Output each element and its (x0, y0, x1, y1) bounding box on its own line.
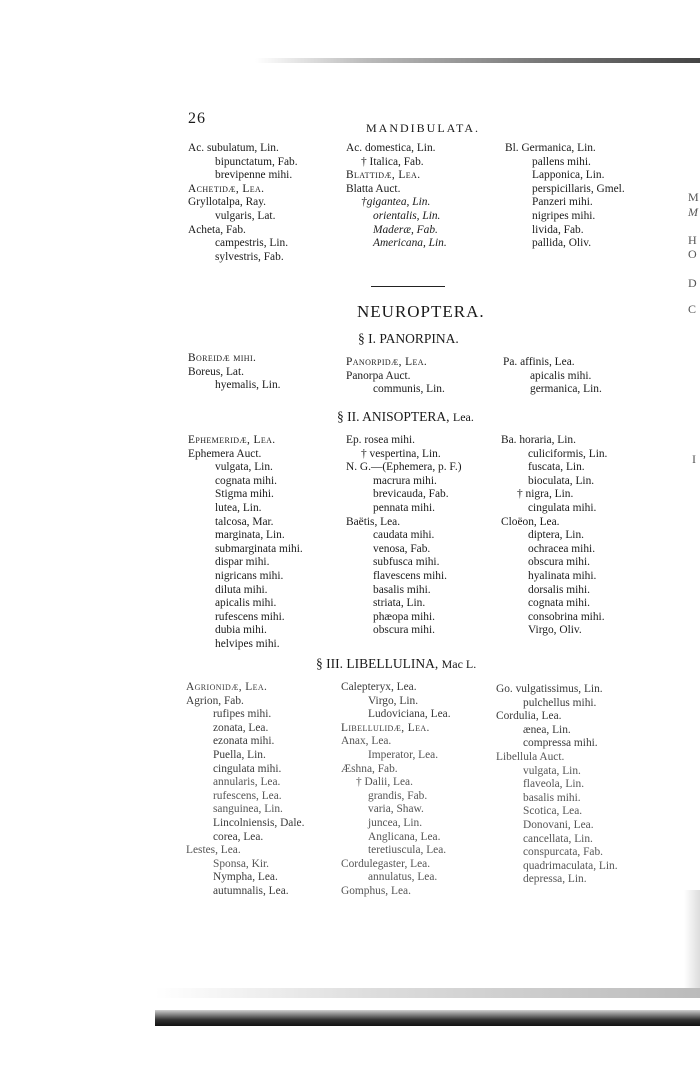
genus-line: Blatta Auct. (346, 182, 401, 195)
section-author: Lea. (452, 410, 474, 424)
entry-line: autumnalis, Lea. (213, 884, 289, 897)
entry-line: basalis mihi. (373, 583, 431, 596)
entry-line: helvipes mihi. (215, 637, 280, 650)
entry-line: rufescens mihi. (215, 610, 285, 623)
sec3-column-1 (186, 681, 304, 899)
genus-line: Agrion, Fab. (186, 694, 244, 707)
sec1-column-3 (503, 356, 602, 397)
entry-line: hyalinata mihi. (528, 569, 597, 582)
entry-line: nigripes mihi. (532, 209, 596, 222)
entry-line: nigricans mihi. (215, 569, 284, 582)
entry-line: corea, Lea. (213, 830, 264, 843)
top-column-2 (346, 142, 447, 251)
entry-line: fuscata, Lin. (528, 461, 585, 474)
edge-letter: O (688, 247, 697, 261)
top-column-1 (188, 142, 298, 264)
entry-line: juncea, Lin. (368, 816, 423, 829)
entry-line: culiciformis, Lin. (528, 447, 608, 460)
entry-line: pallens mihi. (532, 155, 591, 168)
genus-line: Panorpa Auct. (346, 369, 411, 382)
entry-line: sanguinea, Lin. (213, 803, 283, 816)
page-top-edge-shadow (255, 58, 700, 63)
entry-line: teretiuscula, Lea. (368, 844, 447, 857)
entry-line: annulatus, Lea. (368, 871, 438, 884)
genus-line: Cordulegaster, Lea. (341, 857, 431, 870)
order-title: NEUROPTERA. (357, 302, 485, 321)
running-head: MANDIBULATA. (366, 121, 481, 135)
genus-line: Cloëon, Lea. (501, 515, 560, 528)
entry-line: Lapponica, Lin. (532, 169, 605, 182)
entry-line: submarginata mihi. (215, 542, 303, 555)
entry-line: brevipenne mihi. (215, 169, 293, 182)
entry-line: vulgaris, Lat. (215, 209, 276, 222)
entry-line: Go. vulgatissimus, Lin. (496, 683, 603, 695)
entry-line: Pa. affinis, Lea. (503, 356, 575, 368)
entry-line: apicalis mihi. (215, 597, 277, 610)
entry-line: communis, Lin. (373, 383, 445, 396)
entry-line: Puella, Lin. (213, 748, 266, 761)
page-edge-shadow (684, 890, 700, 990)
family-heading: Panorpidæ, Lea. (346, 356, 428, 368)
entry-line: Scotica, Lea. (523, 805, 583, 818)
entry-line: diptera, Lin. (528, 529, 584, 542)
genus-line: Boreus, Lat. (188, 365, 244, 378)
entry-line: Ba. horaria, Lin. (501, 434, 576, 446)
family-heading: Achetidæ, Lea. (188, 182, 265, 195)
top-column-3 (505, 142, 625, 251)
entry-line: zonata, Lea. (213, 721, 269, 734)
genus-line: Acheta, Fab. (188, 223, 246, 236)
entry-line: cingulata mihi. (528, 501, 597, 514)
sec3-column-2 (341, 681, 451, 899)
entry-line: pennata mihi. (373, 501, 435, 514)
entry-line: flaveola, Lin. (523, 778, 585, 791)
sec1-column-2 (346, 356, 445, 397)
entry-line: † nigra, Lin. (517, 488, 574, 501)
entry-line: rufescens, Lea. (213, 789, 282, 802)
entry-line: pulchellus mihi. (523, 696, 597, 709)
entry-line: dorsalis mihi. (528, 583, 591, 596)
entry-line: Donovani, Lea. (523, 818, 594, 831)
entry-line: campestris, Lin. (215, 237, 289, 250)
entry-line: compressa mihi. (523, 737, 598, 750)
entry-line: Anglicana, Lea. (368, 830, 441, 843)
sec2-column-1 (188, 434, 303, 652)
entry-line: apicalis mihi. (530, 369, 592, 382)
family-heading: Blattidæ, Lea. (346, 169, 421, 182)
genus-line: Gryllotalpa, Ray. (188, 196, 267, 209)
entry-line: livida, Fab. (532, 223, 584, 236)
entry-line: talcosa, Mar. (215, 515, 274, 528)
entry-line: dispar mihi. (215, 556, 270, 569)
genus-line: N. G.—(Ephemera, p. F.) (346, 461, 462, 474)
section-heading (316, 656, 476, 672)
edge-letter: M (688, 205, 698, 219)
genus-line: Gomphus, Lea. (341, 884, 411, 897)
edge-letter: M (688, 190, 699, 204)
sec3-column-3 (496, 683, 618, 887)
entry-line: grandis, Fab. (368, 789, 428, 802)
entry-line: † Dalii, Lea. (356, 776, 413, 789)
sec2-column-2 (346, 434, 462, 638)
entry-line: ænea, Lin. (523, 723, 571, 736)
entry-line: cancellata, Lin. (523, 832, 593, 845)
entry-line: ochracea mihi. (528, 542, 596, 555)
entry-line: striata, Lin. (373, 597, 426, 610)
entry-line: vulgata, Lin. (215, 461, 273, 474)
page-number: 26 (188, 110, 206, 127)
section-heading-text: § III. LIBELLULINA, (316, 656, 439, 671)
entry-line: cingulata mihi. (213, 762, 282, 775)
genus-line: Calepteryx, Lea. (341, 681, 417, 693)
entry-line: depressa, Lin. (523, 873, 587, 886)
entry-line: varia, Shaw. (368, 803, 424, 816)
entry-line: Virgo, Lin. (368, 694, 419, 707)
family-heading: Agrionidæ, Lea. (186, 681, 268, 693)
entry-line: diluta mihi. (215, 583, 268, 596)
entry-line: obscura mihi. (373, 624, 436, 637)
entry-line: phæopa mihi. (373, 610, 436, 623)
edge-letter: I (692, 452, 696, 466)
section-heading: § I. PANORPINA. (358, 331, 459, 346)
page-bottom-edge (155, 1010, 700, 1026)
genus-line: Libellula Auct. (496, 750, 565, 763)
entry-line: bipunctatum, Fab. (215, 155, 298, 168)
entry-line: marginata, Lin. (215, 529, 285, 542)
entry-line: Lincolniensis, Dale. (213, 816, 305, 829)
section-rule (371, 286, 445, 287)
genus-line: Cordulia, Lea. (496, 710, 562, 723)
page-bottom-shadow (155, 988, 700, 998)
sec1-column-1 (188, 352, 281, 393)
entry-line: subfusca mihi. (373, 556, 440, 569)
section-author: Mac L. (441, 657, 477, 671)
entry-line: dubia mihi. (215, 624, 267, 637)
entry-line: Ac. domestica, Lin. (346, 142, 436, 154)
section-heading (337, 409, 474, 425)
entry-line: Ludoviciana, Lea. (368, 708, 451, 721)
genus-line: Anax, Lea. (341, 735, 392, 748)
entry-line: quadrimaculata, Lin. (523, 859, 618, 872)
family-heading: Boreidæ mihi. (188, 352, 257, 364)
entry-line: vulgata, Lin. (523, 764, 581, 777)
entry-line: Nympha, Lea. (213, 871, 278, 884)
entry-line: brevicauda, Fab. (373, 488, 449, 501)
entry-line: Stigma mihi. (215, 488, 274, 501)
genus-line: Ephemera Auct. (188, 447, 262, 460)
entry-line: Imperator, Lea. (368, 748, 439, 761)
entry-line: flavescens mihi. (373, 569, 448, 582)
entry-line: cognata mihi. (215, 474, 277, 487)
entry-line: perspicillaris, Gmel. (532, 182, 625, 195)
entry-line: obscura mihi. (528, 556, 591, 569)
entry-line: orientalis, Lin. (373, 209, 441, 222)
edge-letter: H (688, 233, 697, 247)
entry-line: † vespertina, Lin. (361, 447, 441, 460)
entry-line: consobrina mihi. (528, 610, 605, 623)
entry-line: annularis, Lea. (213, 776, 281, 789)
entry-line: † Italica, Fab. (361, 155, 424, 168)
section-heading-text: § II. ANISOPTERA, (337, 409, 450, 424)
entry-line: Ac. subulatum, Lin. (188, 142, 279, 154)
edge-letter: C (688, 302, 697, 316)
edge-letter: D (688, 276, 697, 290)
genus-line: Lestes, Lea. (186, 844, 241, 857)
entry-line: venosa, Fab. (373, 542, 431, 555)
genus-line: Baëtis, Lea. (346, 515, 401, 528)
entry-line: Americana, Lin. (373, 237, 447, 250)
entry-line: Maderæ, Fab. (373, 223, 438, 236)
entry-line: cognata mihi. (528, 597, 590, 610)
entry-line: pallida, Oliv. (532, 237, 592, 250)
entry-line: sylvestris, Fab. (215, 250, 284, 263)
entry-line: bioculata, Lin. (528, 474, 595, 487)
sec2-column-3 (501, 434, 607, 638)
entry-line: Panzeri mihi. (532, 196, 593, 209)
entry-line: lutea, Lin. (215, 501, 262, 514)
entry-line: Virgo, Oliv. (528, 624, 582, 637)
entry-line: Sponsa, Kir. (213, 857, 270, 870)
entry-line: macrura mihi. (373, 474, 437, 487)
entry-line: basalis mihi. (523, 791, 581, 804)
entry-line: caudata mihi. (373, 529, 435, 542)
entry-line: †gigantea, Lin. (361, 196, 431, 209)
family-heading: Ephemeridæ, Lea. (188, 434, 276, 446)
entry-line: ezonata mihi. (213, 735, 275, 748)
entry-line: Ep. rosea mihi. (346, 434, 415, 446)
entry-line: germanica, Lin. (530, 383, 602, 396)
family-heading: Libellulidæ, Lea. (341, 721, 430, 734)
entry-line: conspurcata, Fab. (523, 846, 604, 859)
entry-line: rufipes mihi. (213, 708, 272, 721)
genus-line: Æshna, Fab. (341, 762, 398, 775)
entry-line: Bl. Germanica, Lin. (505, 142, 596, 154)
entry-line: hyemalis, Lin. (215, 379, 281, 392)
